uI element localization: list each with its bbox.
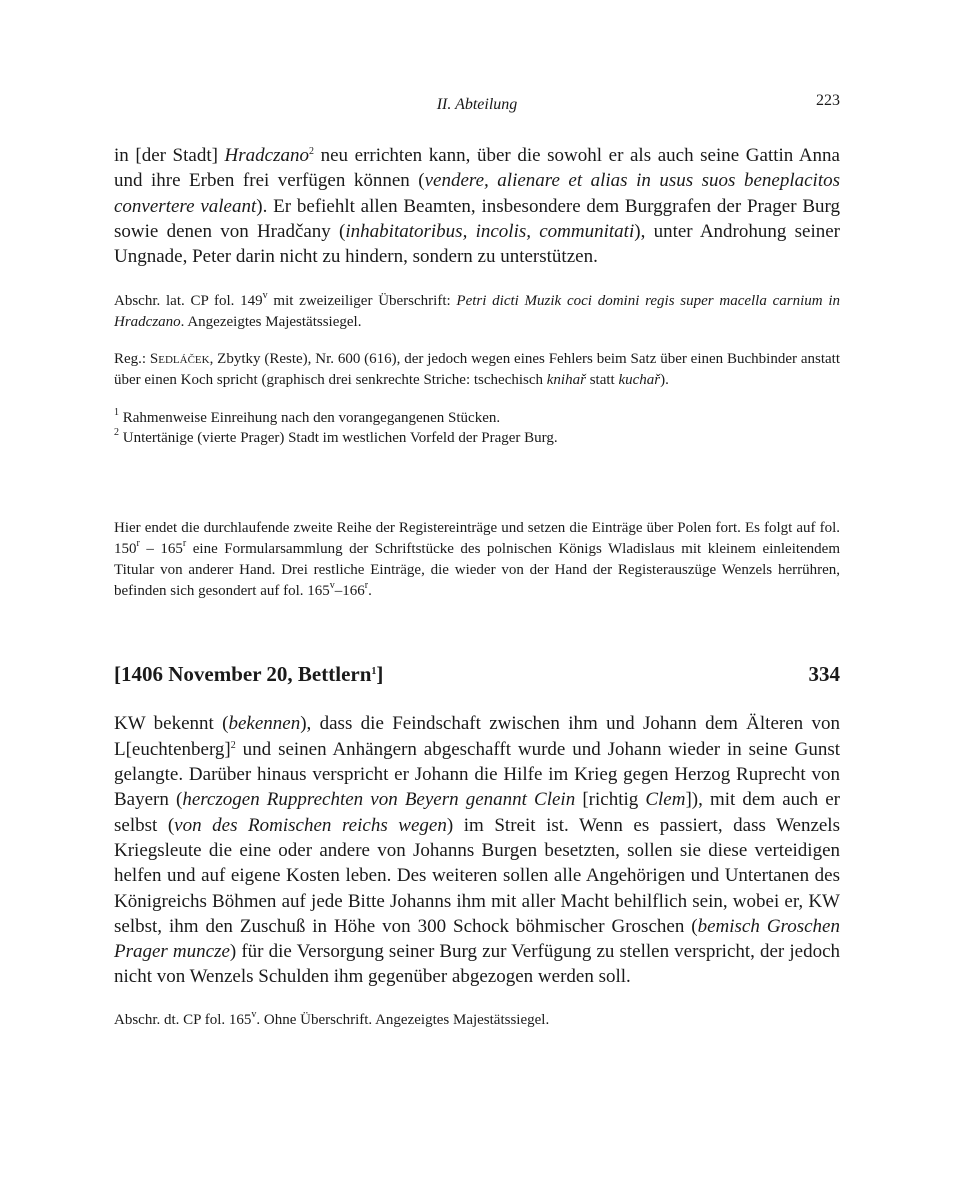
- german-quote: herczogen Rupprechten von Beyern genannt Clein: [182, 789, 576, 811]
- author-name: Sedláček: [149, 351, 210, 368]
- place-name: Hradczano: [224, 145, 309, 166]
- summary-paragraph-continued: in [der Stadt] Hradczano$^2$ neu errichten kann, über die sowohl er als auch seine Gattin Anna und ihre Erben frei verfügen können (vendere, alienare et alias in usus suos beneplacitos convertere valeant). Er befiehlt allen Beamten, insbesondere dem Burggrafen der Prager Burg sowie denen von Hradčany (inhabitatoribus, incolis, communitati), unter Androhung seiner Ungnade, Peter darin nicht zu hindern, sondern zu unterstützen.: [114, 145, 840, 268]
- document-date-place: [1406 November 20, Bettlern$^1$]: [114, 662, 384, 687]
- running-title: II. Abteilung: [436, 96, 518, 113]
- footnote-ref: 2: [230, 739, 236, 751]
- footnote: $^2$ Untertänige (vierte Prager) Stadt im westlichen Vorfeld der Prager Burg.: [114, 427, 558, 447]
- footnote: $^1$ Rahmenweise Einreihung nach den vorangegangenen Stücken.: [114, 407, 501, 427]
- footnotes: [114, 408, 840, 448]
- latin-title: Petri dicti Muzik coci domini regis super macella carnium in Hradczano: [114, 293, 840, 331]
- german-quote: von des Romischen reichs wegen: [174, 814, 447, 836]
- page-number: 223: [816, 92, 840, 109]
- german-quote: bemisch Groschen Prager muncze: [114, 915, 840, 963]
- summary-paragraph: KW bekennt (bekennen), dass die Feindschaft zwischen ihm und Johann dem Älteren von L[euchtenberg]$^2$ und seinen Anhängern abgeschafft wurde und Johann wieder in seine Gunst gelangte. Darüber hinaus verspricht er Johann die Hilfe im Krieg gegen Herzog Ruprecht von Bayern (herczogen Rupprechten von Beyern genannt Clein [richtig Clem]), mit dem auch er selbst (von des Romischen reichs wegen) im Streit ist. Wenn es passiert, dass Wenzels Kriegsleute die eine oder andere von Johanns Burgen besetzten, sollen sie diese verteidigen helfen und auf eigene Kosten leben. Des weiteren sollen alle Angehörigen und Untertanen des Königreichs Böhmen auf jede Bitte Johanns ihm mit aller Macht behilflich sein, wobei er, KW selbst, ihm den Zuschuß in Höhe von 300 Schock böhmischer Groschen (bemisch Groschen Prager muncze) für die Versorgung seiner Burg zur Verfügung zu stellen verspricht, der jedoch nicht von Wenzels Schulden ihm gegenüber abgezogen werden soll.: [114, 713, 841, 988]
- regest-note: Reg.: Sedláček, Zbytky (Reste), Nr. 600 (616), der jedoch wegen eines Fehlers beim Satz über einen Buchbinder anstatt über einen Koch spricht (graphisch drei senkrechte Striche: tschechisch knihař statt kuchař).: [114, 351, 840, 389]
- source-note: Abschr. dt. CP fol. 165$^v$. Ohne Überschrift. Angezeigtes Majestätssiegel.: [114, 1008, 550, 1028]
- running-header: [114, 92, 840, 118]
- footnote-ref: 2: [309, 146, 314, 157]
- document-page: [114, 92, 840, 1031]
- document-heading: [114, 662, 840, 687]
- latin-quote: inhabitatoribus, incolis, communitati: [345, 220, 635, 242]
- source-note: Abschr. lat. CP fol. 149$^v$ mit zweizeiliger Überschrift: Petri dicti Muzik coci domini regis super macella carnium in Hradczano. Angezeigtes Majestätssiegel.: [114, 290, 840, 331]
- document-number: 334: [808, 662, 840, 687]
- editorial-note: Hier endet die durchlaufende zweite Reihe der Registereinträge und setzen die Einträge über Polen fort. Es folgt auf fol. 150$^r$ – 165$^r$ eine Formularsammlung der Schriftstücke des polnischen Königs Wladislaus mit kleinem einleitendem Titular von anderer Hand. Drei restliche Einträge, die wieder von der Hand der Registerauszüge Wenzels herrühren, befinden sich gesondert auf fol. 165$^v$–166$^r$.: [114, 520, 841, 600]
- latin-quote: vendere, alienare et alias in usus suos beneplacitos convertere valeant: [114, 170, 840, 217]
